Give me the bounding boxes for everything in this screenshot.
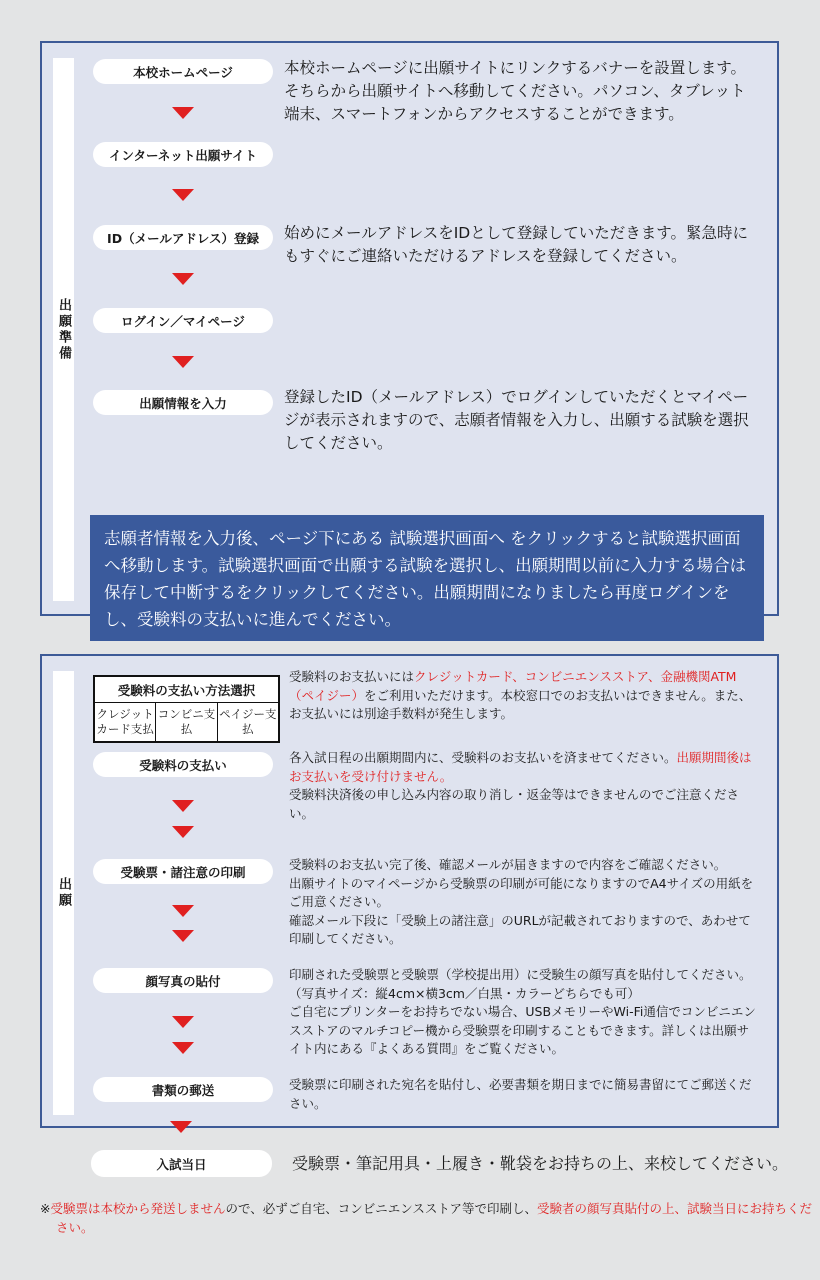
arrow-down-icon [172, 273, 194, 285]
apply-side-label [53, 671, 74, 1115]
arrow-down-icon [172, 1042, 194, 1054]
arrow-down-icon [172, 930, 194, 942]
desc-exam-day: 受験票・筆記用具・上履き・靴袋をお持ちの上、来校してください。 [292, 1154, 789, 1173]
payment-method-payeasy: ペイジー支払 [219, 707, 277, 736]
step-id-registration: ID（メールアドレス）登録 [93, 225, 273, 250]
payment-methods-title: 受験料の支払い方法選択 [95, 677, 278, 703]
desc-print-ticket: 受験料のお支払い完了後、確認メールが届きますので内容をご確認ください。 出願サイトのマイページから受験票の印刷が可能になりますのでA4サイズの用紙をご用意ください。 確認メール下段に「受験上の諸注意」のURLが記載されておりますので、あわせて印刷してください。 [289, 857, 754, 946]
prep-side-text: 出願準備 [56, 297, 71, 362]
arrow-down-icon [172, 826, 194, 838]
arrow-down-icon [170, 1121, 192, 1133]
desc-enter-info: 登録したID（メールアドレス）でログインしていただくとマイページが表示されますので、志願者情報を入力し、出願する試験を選択してください。 [284, 388, 749, 452]
desc-homepage: 本校ホームページに出願サイトにリンクするバナーを設置します。そちらから出願サイトへ移動してください。パソコン、タブレット端末、スマートフォンからアクセスすることができます。 [284, 59, 747, 123]
step-enter-application-info: 出願情報を入力 [93, 390, 273, 415]
desc-attach-photo: 印刷された受験票と受験票（学校提出用）に受験生の顔写真を貼付してください。（写真サイズ：縦4cm×横3cm／白黒・カラーどちらでも可） ご自宅にプリンターをお持ちでない場合、USBメモリーやWi-Fi通信でコンビニエンスストアのマルチコピー機から受験票を印刷することもできます。詳しくは出願サイト内にある『よくある質問』をご覧ください。 [289, 967, 756, 1056]
apply-panel [40, 654, 779, 1128]
step-mail-documents: 書類の郵送 [93, 1077, 273, 1102]
step-print-ticket: 受験票・諸注意の印刷 [93, 859, 273, 884]
desc-pay-fee: 各入試日程の出願期間内に、受験料のお支払いを済ませてください。出願期間後はお支払いを受け付けません。 受験料決済後の申し込み内容の取り消し・返金等はできませんのでご注意ください。 [289, 750, 752, 821]
desc-payment-methods: 受験料のお支払いにはクレジットカード、コンビニエンスストア、金融機関ATM（ペイジー）をご利用いただけます。本校窓口でのお支払いはできません。また、お支払いには別途手数料が発生します。 [289, 669, 752, 721]
payment-method-credit: クレジットカード支払 [95, 703, 156, 741]
arrow-down-icon [172, 800, 194, 812]
arrow-down-icon [172, 905, 194, 917]
arrow-down-icon [172, 1016, 194, 1028]
step-exam-day: 入試当日 [91, 1150, 272, 1177]
payment-method-convenience: コンビニ支払 [156, 703, 217, 741]
step-login-mypage: ログイン／マイページ [93, 308, 273, 333]
arrow-down-icon [172, 107, 194, 119]
instruction-note: 志願者情報を入力後、ページ下にある 試験選択画面へ をクリックすると試験選択画面へ移動します。試験選択画面で出願する試験を選択し、出願期間以前に入力する場合は保存して中断するをクリックしてください。出願期間になりましたら再度ログインをし、受験料の支払いに進んでください。 [90, 515, 764, 641]
step-attach-photo: 顔写真の貼付 [93, 968, 273, 993]
footer-note: ※受験票は本校から発送しませんので、必ずご自宅、コンビニエンスストア等で印刷し、受験者の顔写真貼付の上、試験当日にお持ちください。 [40, 1201, 813, 1235]
step-internet-application-site: インターネット出願サイト [93, 142, 273, 167]
prep-side-label [53, 58, 74, 601]
payment-methods-table [93, 675, 280, 743]
step-school-homepage: 本校ホームページ [93, 59, 273, 84]
arrow-down-icon [172, 189, 194, 201]
prep-panel [40, 41, 779, 629]
arrow-down-icon [172, 356, 194, 368]
desc-mail-documents: 受験票に印刷された宛名を貼付し、必要書類を期日までに簡易書留にてご郵送ください。 [289, 1077, 752, 1111]
apply-side-text: 出願 [56, 877, 71, 909]
desc-id-registration: 始めにメールアドレスをIDとして登録していただきます。緊急時にもすぐにご連絡いただけるアドレスを登録してください。 [284, 224, 748, 265]
step-pay-fee: 受験料の支払い [93, 752, 273, 777]
